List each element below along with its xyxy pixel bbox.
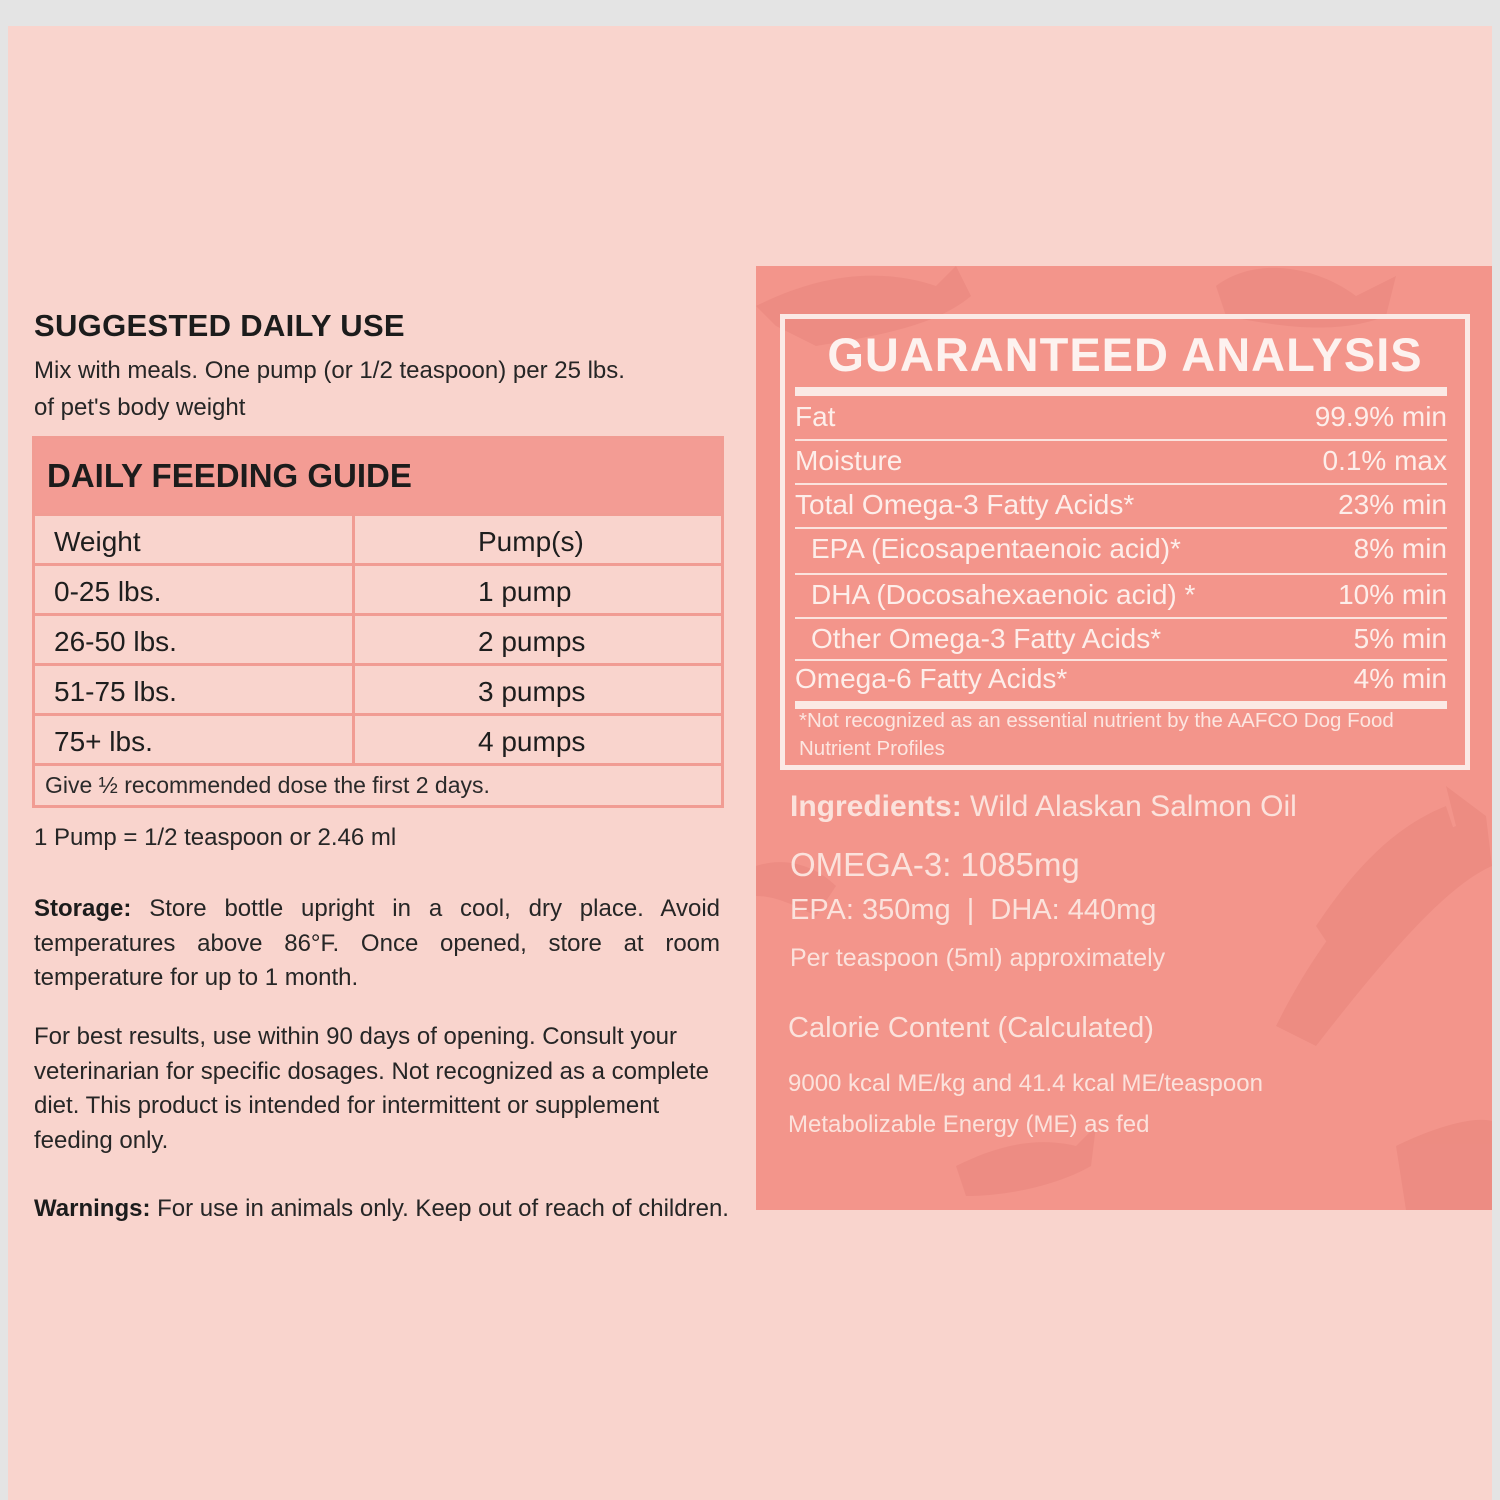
analysis-row-other-omega3 [795, 619, 1447, 663]
analysis-footnote: *Not recognized as an essential nutrient by the AAFCO Dog Food Nutrient Profiles [799, 709, 1394, 760]
analysis-label: DHA (Docosahexaenoic acid) * [811, 579, 1196, 610]
per-teaspoon-note: Per teaspoon (5ml) approximately [790, 944, 1166, 972]
ingredients-label: Ingredients: [790, 790, 962, 823]
analysis-value: 5% min [1353, 623, 1447, 654]
analysis-value: 8% min [1353, 533, 1447, 564]
table-row [35, 713, 721, 763]
analysis-row-moisture [795, 441, 1447, 485]
analysis-label: EPA (Eicosapentaenoic acid)* [811, 533, 1181, 564]
table-row [35, 563, 721, 613]
suggested-use-line-1: Mix with meals. One pump (or 1/2 teaspoon) per 25 lbs. [34, 357, 625, 384]
nutrition-panel [756, 266, 1492, 1210]
calorie-content-text [788, 1063, 1263, 1145]
pump-conversion-note: 1 Pump = 1/2 teaspoon or 2.46 ml [34, 824, 397, 851]
analysis-row-omega6 [795, 659, 1447, 703]
analysis-label: Omega-6 Fatty Acids* [795, 663, 1068, 694]
calorie-line-1: 9000 kcal ME/kg and 41.4 kcal ME/teaspoon [788, 1070, 1263, 1097]
analysis-value: 10% min [1338, 579, 1447, 610]
analysis-top-bar [795, 387, 1447, 396]
analysis-row-total-omega3 [795, 485, 1447, 529]
analysis-row-fat [795, 397, 1447, 441]
analysis-value: 23% min [1338, 489, 1447, 520]
pumps-cell: 1 pump [478, 576, 572, 607]
feeding-guide-title: DAILY FEEDING GUIDE [47, 457, 412, 494]
pumps-cell: 3 pumps [478, 676, 586, 707]
table-row [35, 663, 721, 713]
table-header-row [35, 513, 721, 563]
analysis-row-dha [795, 575, 1447, 619]
analysis-label: Fat [795, 401, 836, 432]
analysis-label: Moisture [795, 445, 903, 476]
best-results-paragraph: For best results, use within 90 days of opening. Consult your veterinarian for specific dosages. Not recognized as a complete diet. This product is intended for intermittent or supplement feeding only. [34, 1023, 710, 1154]
analysis-row-epa [795, 529, 1447, 573]
analysis-label: Other Omega-3 Fatty Acids* [811, 623, 1162, 654]
analysis-value: 0.1% max [1322, 445, 1447, 476]
suggested-use-line-2: of pet's body weight [34, 394, 246, 421]
calorie-line-2: Metabolizable Energy (ME) as fed [788, 1111, 1150, 1138]
feeding-guide-table [32, 436, 724, 808]
table-row [35, 613, 721, 663]
calorie-content-title: Calorie Content (Calculated) [788, 1012, 1154, 1044]
analysis-value: 99.9% min [1314, 401, 1447, 432]
warnings-label: Warnings: [34, 1195, 151, 1222]
omega3-amount: OMEGA-3: 1085mg [790, 846, 1080, 883]
weight-cell: 75+ lbs. [54, 726, 153, 757]
storage-text: Store bottle upright in a cool, dry place. Avoid temperatures above 86°F. Once opened, store at room temperature for up to 1 month. [34, 895, 720, 991]
ingredients-text: Wild Alaskan Salmon Oil [961, 790, 1297, 823]
column-header-pumps: Pump(s) [478, 526, 584, 557]
storage-label: Storage: [34, 895, 132, 922]
feeding-guide-note: Give ½ recommended dose the first 2 days. [45, 772, 490, 798]
guaranteed-analysis-box [780, 314, 1470, 770]
ingredients-line [790, 790, 1297, 824]
suggested-use-text [34, 352, 714, 426]
analysis-value: 4% min [1353, 663, 1447, 694]
column-header-weight: Weight [54, 526, 141, 557]
column-divider [352, 513, 355, 766]
epa-dha-amounts: EPA: 350mg | DHA: 440mg [790, 894, 1157, 926]
product-info-page [8, 26, 1492, 1500]
guaranteed-analysis-title: GUARANTEED ANALYSIS [827, 328, 1423, 381]
storage-paragraph [34, 892, 720, 996]
weight-cell: 26-50 lbs. [54, 626, 177, 657]
pumps-cell: 2 pumps [478, 626, 586, 657]
warnings-paragraph [34, 1192, 738, 1227]
pumps-cell: 4 pumps [478, 726, 586, 757]
table-divider [35, 763, 721, 766]
feeding-guide-header [35, 439, 721, 513]
warnings-text: For use in animals only. Keep out of reach of children. [150, 1195, 729, 1222]
suggested-use-title: SUGGESTED DAILY USE [34, 308, 405, 343]
weight-cell: 51-75 lbs. [54, 676, 177, 707]
weight-cell: 0-25 lbs. [54, 576, 162, 607]
analysis-label: Total Omega-3 Fatty Acids* [795, 489, 1135, 520]
